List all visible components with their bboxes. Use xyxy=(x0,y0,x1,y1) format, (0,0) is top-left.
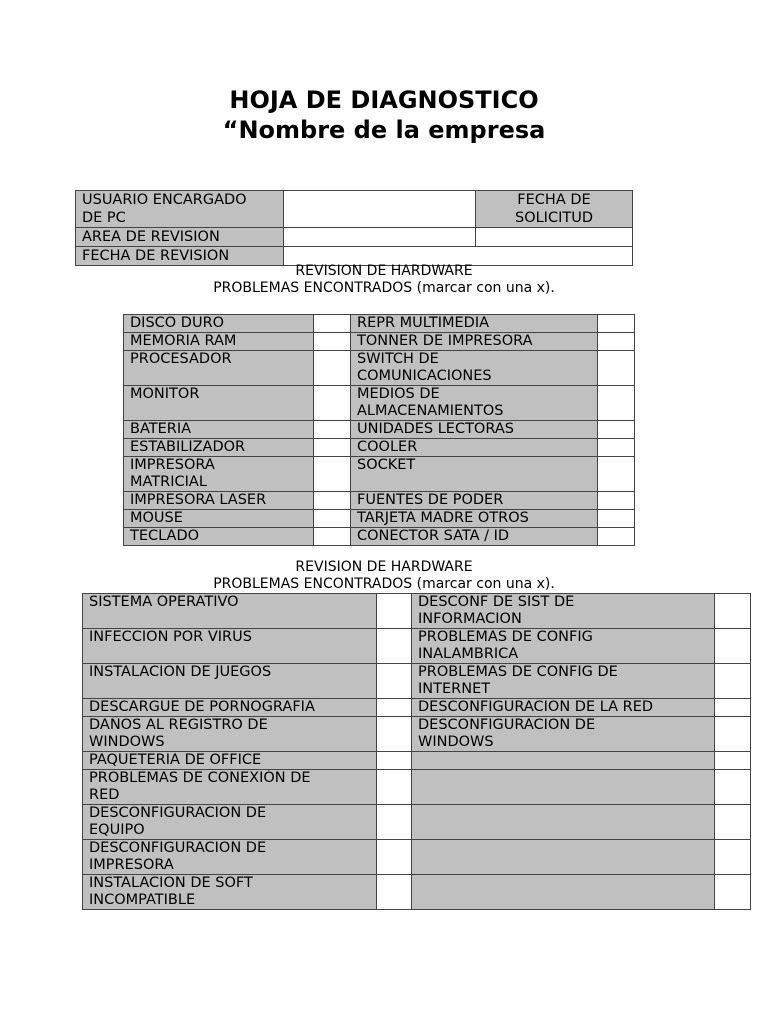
problem-item-label xyxy=(83,875,377,910)
item-label-line: WINDOWS xyxy=(89,734,165,750)
item-label-line: DISCO DURO xyxy=(130,315,225,331)
item-label-line: UNIDADES LECTORAS xyxy=(357,421,514,437)
table-row xyxy=(124,315,635,333)
section2-subheading: PROBLEMAS ENCONTRADOS (marcar con una x). xyxy=(213,576,555,592)
hardware-problems-table xyxy=(123,314,635,546)
problem-item-label xyxy=(412,840,715,875)
problem-item-label xyxy=(412,717,715,752)
problem-item-label xyxy=(351,528,598,546)
mark-checkbox[interactable] xyxy=(377,664,412,699)
item-label-line: WINDOWS xyxy=(418,734,494,750)
mark-checkbox[interactable] xyxy=(715,752,751,770)
table-row xyxy=(83,717,751,752)
item-label-line: TONNER DE IMPRESORA xyxy=(357,333,533,349)
mark-checkbox[interactable] xyxy=(715,805,751,840)
problem-item-label xyxy=(124,492,314,510)
mark-checkbox[interactable] xyxy=(377,699,412,717)
problem-item-label xyxy=(412,699,715,717)
problem-item-label xyxy=(412,752,715,770)
problem-item-label xyxy=(412,629,715,664)
problem-item-label xyxy=(83,770,377,805)
mark-checkbox[interactable] xyxy=(377,594,412,629)
mark-checkbox[interactable] xyxy=(598,439,635,457)
table-row xyxy=(124,528,635,546)
item-label-line: COOLER xyxy=(357,439,418,455)
item-label-line: PAQUETERIA DE OFFICE xyxy=(89,752,262,768)
table-row xyxy=(83,594,751,629)
item-label-line: TARJETA MADRE OTROS xyxy=(357,510,529,526)
mark-checkbox[interactable] xyxy=(715,594,751,629)
item-label-line: IMPRESORA LASER xyxy=(130,492,267,508)
item-label-line: FUENTES DE PODER xyxy=(357,492,504,508)
fecha-solicitud-field[interactable] xyxy=(476,228,633,247)
mark-checkbox[interactable] xyxy=(314,386,351,421)
item-label-line: EQUIPO xyxy=(89,822,145,838)
item-label-line: SOCKET xyxy=(357,457,416,473)
problem-item-label xyxy=(351,386,598,421)
mark-checkbox[interactable] xyxy=(598,315,635,333)
mark-checkbox[interactable] xyxy=(377,752,412,770)
mark-checkbox[interactable] xyxy=(314,351,351,386)
item-label-line: PROBLEMAS DE CONEXIÓN DE xyxy=(89,770,311,786)
mark-checkbox[interactable] xyxy=(314,528,351,546)
section2-heading: REVISION DE HARDWARE xyxy=(295,559,473,575)
mark-checkbox[interactable] xyxy=(598,492,635,510)
mark-checkbox[interactable] xyxy=(314,439,351,457)
mark-checkbox[interactable] xyxy=(598,333,635,351)
item-label-line: RED xyxy=(89,787,120,803)
section1-heading: REVISION DE HARDWARE xyxy=(295,263,473,279)
item-label-line: PROBLEMAS DE CONFIG DE xyxy=(418,664,618,680)
table-row xyxy=(124,492,635,510)
mark-checkbox[interactable] xyxy=(598,528,635,546)
item-label-line: BATERIA xyxy=(130,421,192,437)
problem-item-label xyxy=(351,457,598,492)
table-row xyxy=(124,457,635,492)
mark-checkbox[interactable] xyxy=(377,840,412,875)
item-label-line: INCOMPATIBLE xyxy=(89,892,196,908)
item-label-line: INTERNET xyxy=(418,681,491,697)
table-row xyxy=(83,699,751,717)
problem-item-label xyxy=(124,528,314,546)
problem-item-label xyxy=(351,492,598,510)
mark-checkbox[interactable] xyxy=(715,875,751,910)
item-label-line: DESCARGUE DE PORNOGRAFIA xyxy=(89,699,315,715)
item-label-line: INSTALACION DE JUEGOS xyxy=(89,664,272,680)
table-row xyxy=(124,386,635,421)
problem-item-label xyxy=(124,439,314,457)
item-label-line: COMUNICACIONES xyxy=(357,368,492,384)
table-row xyxy=(83,875,751,910)
mark-checkbox[interactable] xyxy=(377,875,412,910)
company-name-title: “Nombre de la empresa xyxy=(222,116,546,144)
mark-checkbox[interactable] xyxy=(314,492,351,510)
problem-item-label xyxy=(124,315,314,333)
software-problems-table xyxy=(82,593,751,910)
mark-checkbox[interactable] xyxy=(598,386,635,421)
item-label-line: MATRICIAL xyxy=(130,474,207,490)
table-row xyxy=(83,664,751,699)
table-row xyxy=(83,752,751,770)
fecha-revision-label: FECHA DE REVISION xyxy=(76,247,284,266)
problem-item-label xyxy=(83,594,377,629)
item-label-line: MEMORIA RAM xyxy=(130,333,237,349)
problem-item-label xyxy=(83,752,377,770)
section1-subheading: PROBLEMAS ENCONTRADOS (marcar con una x). xyxy=(213,280,555,296)
mark-checkbox[interactable] xyxy=(715,699,751,717)
mark-checkbox[interactable] xyxy=(377,629,412,664)
item-label-line: TECLADO xyxy=(130,528,200,544)
item-label-line: SISTEMA OPERATIVO xyxy=(89,594,239,610)
fecha-solicitud-label: FECHA DE SOLICITUD xyxy=(476,191,633,228)
problem-item-label xyxy=(351,315,598,333)
item-label-line: PROCESADOR xyxy=(130,351,232,367)
problem-item-label xyxy=(83,664,377,699)
problem-item-label xyxy=(83,699,377,717)
mark-checkbox[interactable] xyxy=(377,770,412,805)
usuario-field[interactable] xyxy=(284,191,476,228)
problem-item-label xyxy=(124,386,314,421)
mark-checkbox[interactable] xyxy=(715,770,751,805)
mark-checkbox[interactable] xyxy=(715,629,751,664)
item-label-line: MONITOR xyxy=(130,386,200,402)
problem-item-label xyxy=(83,629,377,664)
problem-item-label xyxy=(124,510,314,528)
item-label-line: ALMACENAMIENTOS xyxy=(357,403,504,419)
request-info-table xyxy=(75,190,633,266)
usuario-label: USUARIO ENCARGADO DE PC xyxy=(76,191,284,228)
problem-item-label xyxy=(83,805,377,840)
problem-item-label xyxy=(412,664,715,699)
problem-item-label xyxy=(83,717,377,752)
table-row xyxy=(124,333,635,351)
item-label-line: SWITCH DE xyxy=(357,351,439,367)
item-label-line: IMPRESORA xyxy=(89,857,174,873)
area-revision-field[interactable] xyxy=(284,228,476,247)
item-label-line: REPR MULTIMEDIA xyxy=(357,315,490,331)
problem-item-label xyxy=(124,457,314,492)
mark-checkbox[interactable] xyxy=(715,717,751,752)
document-title: HOJA DE DIAGNOSTICO xyxy=(229,86,539,114)
mark-checkbox[interactable] xyxy=(377,717,412,752)
problem-item-label xyxy=(351,333,598,351)
item-label-line: ESTABILIZADOR xyxy=(130,439,246,455)
mark-checkbox[interactable] xyxy=(377,805,412,840)
mark-checkbox[interactable] xyxy=(598,457,635,492)
problem-item-label xyxy=(124,351,314,386)
item-label-line: CONECTOR SATA / ID xyxy=(357,528,510,544)
problem-item-label xyxy=(412,875,715,910)
item-label-line: DESCONFIGURACION DE LA RED xyxy=(418,699,654,715)
mark-checkbox[interactable] xyxy=(598,421,635,439)
problem-item-label xyxy=(351,421,598,439)
table-row xyxy=(124,351,635,386)
table-row xyxy=(124,421,635,439)
item-label-line: DESCONFIGURACION DE xyxy=(89,840,267,856)
table-row xyxy=(124,439,635,457)
mark-checkbox[interactable] xyxy=(314,457,351,492)
problem-item-label xyxy=(412,594,715,629)
item-label-line: DESCONFIGURACION DE xyxy=(89,805,267,821)
table-row xyxy=(124,510,635,528)
table-row xyxy=(83,770,751,805)
mark-checkbox[interactable] xyxy=(314,510,351,528)
item-label-line: IMPRESORA xyxy=(130,457,215,473)
item-label-line: MOUSE xyxy=(130,510,183,526)
item-label-line: PROBLEMAS DE CONFIG xyxy=(418,629,593,645)
problem-item-label xyxy=(412,805,715,840)
item-label-line: MEDIOS DE xyxy=(357,386,440,402)
item-label-line: DESCONF DE SIST DE xyxy=(418,594,575,610)
item-label-line: DESCONFIGURACION DE xyxy=(418,717,596,733)
area-revision-label: AREA DE REVISION xyxy=(76,228,284,247)
item-label-line: INSTALACION DE SOFT xyxy=(89,875,253,891)
problem-item-label xyxy=(124,333,314,351)
mark-checkbox[interactable] xyxy=(314,333,351,351)
problem-item-label xyxy=(351,351,598,386)
table-row xyxy=(83,805,751,840)
mark-checkbox[interactable] xyxy=(715,664,751,699)
item-label-line: DAÑOS AL REGISTRO DE xyxy=(89,717,268,733)
mark-checkbox[interactable] xyxy=(715,840,751,875)
item-label-line: INFORMACION xyxy=(418,611,522,627)
problem-item-label xyxy=(351,510,598,528)
item-label-line: INFECCION POR VIRUS xyxy=(89,629,252,645)
problem-item-label xyxy=(83,840,377,875)
problem-item-label xyxy=(124,421,314,439)
mark-checkbox[interactable] xyxy=(314,421,351,439)
mark-checkbox[interactable] xyxy=(598,351,635,386)
mark-checkbox[interactable] xyxy=(598,510,635,528)
item-label-line: INALAMBRICA xyxy=(418,646,519,662)
mark-checkbox[interactable] xyxy=(314,315,351,333)
table-row xyxy=(83,840,751,875)
table-row xyxy=(83,629,751,664)
problem-item-label xyxy=(351,439,598,457)
problem-item-label xyxy=(412,770,715,805)
